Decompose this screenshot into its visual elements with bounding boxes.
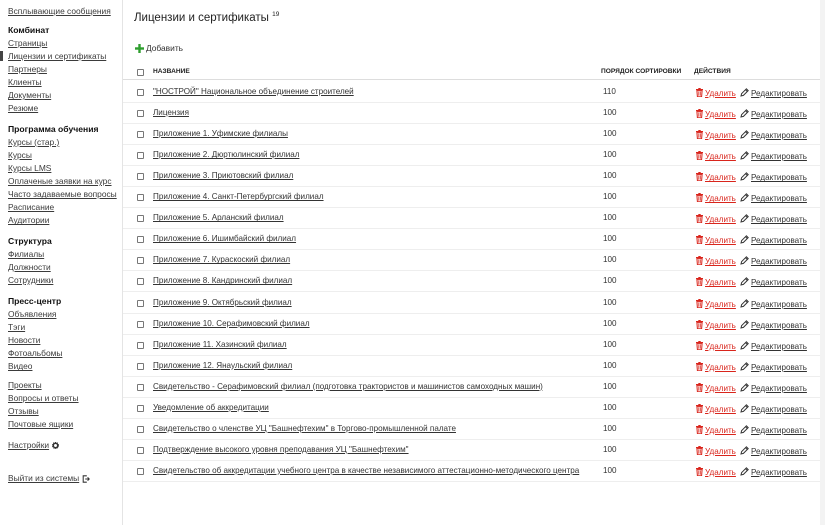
- pencil-icon: [740, 256, 749, 265]
- sidebar-item[interactable]: Объявления: [8, 309, 57, 319]
- table-row: [123, 145, 825, 166]
- edit-button[interactable]: [740, 425, 807, 435]
- sidebar-item[interactable]: Клиенты: [8, 77, 42, 88]
- row-checkbox[interactable]: [137, 405, 144, 412]
- delete-label: Удалить: [705, 215, 736, 225]
- row-sort-order: 100: [603, 150, 617, 160]
- row-name-link[interactable]: Приложение 12. Янаульский филиал: [153, 360, 293, 370]
- delete-button[interactable]: [696, 256, 736, 266]
- table-row: [123, 419, 825, 440]
- edit-label: Редактировать: [751, 299, 807, 309]
- pencil-icon: [740, 151, 749, 160]
- sidebar-item[interactable]: Тэги: [8, 322, 26, 333]
- row-name-link[interactable]: Приложение 6. Ишимбайский филиал: [153, 234, 297, 244]
- trash-icon: [696, 193, 703, 202]
- pencil-icon: [740, 383, 749, 392]
- delete-button[interactable]: [696, 320, 736, 330]
- delete-button[interactable]: [696, 172, 736, 182]
- row-name-link[interactable]: Приложение 8. Кандринский филиал: [153, 276, 293, 286]
- row-sort-order: 100: [603, 297, 617, 307]
- delete-label: Удалить: [705, 152, 736, 162]
- delete-button[interactable]: [696, 130, 736, 140]
- row-name-link[interactable]: "НОСТРОЙ" Национальное объединение строителей: [153, 87, 354, 96]
- pencil-icon: [740, 277, 749, 286]
- delete-button[interactable]: [696, 362, 736, 372]
- edit-label: Редактировать: [751, 215, 807, 225]
- delete-button[interactable]: [696, 235, 736, 245]
- edit-label: Редактировать: [751, 89, 807, 98]
- sidebar-group-title: Пресс-центр: [8, 296, 62, 306]
- plus-icon: [135, 44, 144, 53]
- sidebar-group-title: Структура: [8, 236, 52, 246]
- edit-button[interactable]: [740, 88, 807, 98]
- trash-icon: [696, 151, 703, 160]
- delete-label: Удалить: [705, 299, 736, 309]
- trash-icon: [696, 235, 703, 244]
- scrollbar[interactable]: [820, 0, 825, 525]
- delete-button[interactable]: [696, 467, 736, 477]
- sidebar-item[interactable]: Курсы LMS: [8, 163, 52, 174]
- delete-label: Удалить: [705, 131, 736, 141]
- edit-button[interactable]: [740, 341, 807, 351]
- edit-button[interactable]: [740, 467, 807, 477]
- pencil-icon: [740, 109, 749, 118]
- sidebar-item[interactable]: Новости: [8, 335, 41, 346]
- row-name-link[interactable]: Приложение 7. Кураскоский филиал: [153, 255, 291, 265]
- row-checkbox[interactable]: [137, 89, 144, 96]
- row-name-link[interactable]: Свидетельство об аккредитации учебного центра в качестве независимого аттестационно-методического центра: [153, 465, 580, 475]
- row-sort-order: 110: [603, 87, 616, 96]
- trash-icon: [696, 299, 703, 308]
- delete-label: Удалить: [705, 425, 736, 435]
- sidebar-item[interactable]: Резюме: [8, 103, 39, 114]
- add-button[interactable]: [135, 43, 183, 53]
- edit-label: Редактировать: [751, 152, 807, 162]
- delete-button[interactable]: [696, 341, 736, 351]
- edit-label: Редактировать: [751, 194, 807, 204]
- row-sort-order: 100: [603, 192, 617, 202]
- table-row: [123, 377, 825, 398]
- row-sort-order: 100: [603, 276, 617, 286]
- row-name-link[interactable]: Приложение 3. Приютовский филиал: [153, 171, 294, 181]
- delete-label: Удалить: [705, 362, 736, 372]
- logout-label: Выйти из системы: [8, 473, 80, 483]
- pencil-icon: [740, 235, 749, 244]
- row-sort-order: 100: [603, 129, 617, 139]
- pencil-icon: [740, 299, 749, 308]
- delete-label: Удалить: [705, 173, 736, 183]
- edit-button[interactable]: [740, 383, 807, 393]
- edit-label: Редактировать: [751, 341, 807, 351]
- delete-button[interactable]: [696, 299, 736, 309]
- table-row: [123, 208, 825, 229]
- trash-icon: [696, 320, 703, 329]
- settings-label: Настройки: [8, 440, 50, 450]
- edit-label: Редактировать: [751, 467, 807, 477]
- pencil-icon: [740, 404, 749, 413]
- delete-label: Удалить: [705, 110, 736, 120]
- row-name-link[interactable]: Подтверждение высокого уровня преподавания УЦ "Башнефтехим": [153, 444, 409, 454]
- edit-label: Редактировать: [751, 383, 807, 393]
- sidebar-item[interactable]: Оплаченые заявки на курс: [8, 176, 112, 187]
- edit-label: Редактировать: [751, 362, 807, 372]
- row-checkbox[interactable]: [137, 468, 144, 475]
- table-row: [123, 103, 825, 124]
- row-sort-order: 100: [603, 360, 617, 370]
- sidebar-item[interactable]: Вопросы и ответы: [8, 393, 79, 404]
- row-checkbox[interactable]: [137, 173, 144, 180]
- row-sort-order: 100: [603, 402, 617, 412]
- row-sort-order: 100: [603, 339, 617, 349]
- edit-button[interactable]: [740, 404, 807, 414]
- trash-icon: [696, 88, 703, 97]
- pencil-icon: [740, 425, 749, 434]
- delete-button[interactable]: [696, 151, 736, 161]
- trash-icon: [696, 446, 703, 455]
- row-name-link[interactable]: Приложение 2. Дюртюлинский филиал: [153, 150, 300, 160]
- pencil-icon: [740, 446, 749, 455]
- edit-button[interactable]: [740, 109, 807, 119]
- column-name-header: НАЗВАНИЕ: [153, 68, 190, 75]
- header-divider: [123, 79, 825, 80]
- settings-link[interactable]: [8, 440, 59, 450]
- table-row: [123, 314, 825, 335]
- trash-icon: [696, 256, 703, 265]
- sidebar-item[interactable]: Расписание: [8, 202, 55, 213]
- delete-label: Удалить: [705, 89, 736, 98]
- delete-button[interactable]: [696, 88, 736, 98]
- row-name-link[interactable]: Свидетельство о членстве УЦ "Башнефтехим" в Торгово-промышленной палате: [153, 423, 456, 433]
- table-row: [123, 356, 825, 377]
- trash-icon: [696, 214, 703, 223]
- row-checkbox[interactable]: [137, 321, 144, 328]
- sidebar-item[interactable]: Часто задаваемые вопросы: [8, 189, 117, 200]
- sidebar-item[interactable]: Отзывы: [8, 406, 39, 417]
- edit-label: Редактировать: [751, 110, 807, 120]
- row-checkbox[interactable]: [137, 131, 144, 138]
- row-checkbox[interactable]: [137, 384, 144, 391]
- edit-label: Редактировать: [751, 404, 807, 414]
- row-name-link[interactable]: Уведомление об аккредитации: [153, 402, 269, 412]
- trash-icon: [696, 277, 703, 286]
- trash-icon: [696, 404, 703, 413]
- row-sort-order: 100: [603, 444, 617, 454]
- row-checkbox[interactable]: [137, 447, 144, 454]
- row-sort-order: 100: [603, 234, 617, 244]
- row-checkbox[interactable]: [137, 342, 144, 349]
- table-header: [123, 66, 825, 79]
- table-row: [123, 229, 825, 250]
- pencil-icon: [740, 172, 749, 181]
- row-name-link[interactable]: Приложение 11. Хазинский филиал: [153, 339, 287, 349]
- edit-button[interactable]: [740, 130, 807, 140]
- edit-button[interactable]: [740, 320, 807, 330]
- row-name-link[interactable]: Приложение 10. Серафимовский филиал: [153, 318, 310, 328]
- gear-icon: [52, 442, 59, 449]
- row-checkbox[interactable]: [137, 278, 144, 285]
- main-content: [123, 0, 825, 525]
- delete-label: Удалить: [705, 320, 736, 330]
- trash-icon: [696, 130, 703, 139]
- add-button-label: Добавить: [146, 43, 184, 53]
- delete-button[interactable]: [696, 214, 736, 224]
- row-sort-order: 100: [603, 171, 617, 181]
- delete-button[interactable]: [696, 446, 736, 456]
- trash-icon: [696, 172, 703, 181]
- column-actions-header: ДЕЙСТВИЯ: [694, 68, 731, 75]
- delete-button[interactable]: [696, 193, 736, 203]
- row-name-link[interactable]: Лицензия: [153, 108, 189, 118]
- sidebar-item[interactable]: Страницы: [8, 38, 48, 48]
- sidebar-item[interactable]: Лицензии и сертификаты: [8, 51, 107, 62]
- delete-label: Удалить: [705, 446, 736, 456]
- edit-label: Редактировать: [751, 257, 807, 267]
- edit-button[interactable]: [740, 214, 807, 224]
- row-checkbox[interactable]: [137, 426, 144, 433]
- sidebar-item[interactable]: Филиалы: [8, 249, 45, 259]
- edit-button[interactable]: [740, 151, 807, 161]
- sidebar-item[interactable]: Видео: [8, 361, 33, 372]
- delete-label: Удалить: [705, 257, 736, 267]
- sidebar: [0, 0, 122, 525]
- row-name-link[interactable]: Приложение 4. Санкт-Петербургский филиал: [153, 192, 324, 202]
- table-row: [123, 82, 825, 103]
- row-name-link[interactable]: Приложение 1. Уфимские филиалы: [153, 129, 288, 139]
- edit-button[interactable]: [740, 299, 807, 309]
- edit-label: Редактировать: [751, 425, 807, 435]
- page-title: Лицензии и сертификаты $^{19}$: [134, 11, 280, 24]
- delete-button[interactable]: [696, 404, 736, 414]
- edit-button[interactable]: [740, 235, 807, 245]
- select-all-checkbox[interactable]: [137, 69, 144, 76]
- trash-icon: [696, 425, 703, 434]
- pencil-icon: [740, 467, 749, 476]
- table-row: [123, 271, 825, 292]
- edit-label: Редактировать: [751, 278, 807, 288]
- edit-button[interactable]: [740, 362, 807, 372]
- delete-label: Удалить: [705, 341, 736, 351]
- table-row: [123, 440, 825, 461]
- sidebar-item[interactable]: Аудитории: [8, 215, 50, 226]
- column-sort-header: ПОРЯДОК СОРТИРОВКИ: [601, 68, 682, 75]
- pencil-icon: [740, 341, 749, 350]
- sidebar-item[interactable]: Курсы: [8, 150, 32, 161]
- row-sort-order: 100: [603, 465, 617, 475]
- row-checkbox[interactable]: [137, 300, 144, 307]
- table-row: [123, 250, 825, 271]
- trash-icon: [696, 383, 703, 392]
- sidebar-item[interactable]: Почтовые ящики: [8, 419, 74, 430]
- table-row: [123, 461, 825, 482]
- trash-icon: [696, 362, 703, 371]
- sidebar-link-popup-messages[interactable]: Всплывающие сообщения: [8, 6, 111, 16]
- delete-button[interactable]: [696, 425, 736, 435]
- row-checkbox[interactable]: [137, 257, 144, 264]
- edit-label: Редактировать: [751, 446, 807, 456]
- sidebar-item[interactable]: Должности: [8, 262, 51, 273]
- sidebar-group-title: Программа обучения: [8, 124, 99, 134]
- row-divider: [123, 481, 825, 482]
- pencil-icon: [740, 193, 749, 202]
- delete-label: Удалить: [705, 194, 736, 204]
- delete-label: Удалить: [705, 383, 736, 393]
- edit-button[interactable]: [740, 193, 807, 203]
- delete-label: Удалить: [705, 404, 736, 414]
- sidebar-item[interactable]: Проекты: [8, 380, 42, 390]
- table-row: [123, 293, 825, 314]
- row-sort-order: 100: [603, 423, 617, 433]
- table-row: [123, 187, 825, 208]
- row-sort-order: 100: [603, 318, 617, 328]
- sidebar-item[interactable]: Фотоальбомы: [8, 348, 63, 359]
- item-count: 19: [272, 11, 280, 18]
- row-checkbox[interactable]: [137, 152, 144, 159]
- table-row: [123, 398, 825, 419]
- active-item-marker: [0, 51, 3, 61]
- row-checkbox[interactable]: [137, 194, 144, 201]
- edit-label: Редактировать: [751, 131, 807, 141]
- delete-button[interactable]: [696, 109, 736, 119]
- edit-button[interactable]: [740, 277, 807, 287]
- sidebar-item[interactable]: Курсы (стар.): [8, 137, 60, 147]
- row-sort-order: 100: [603, 255, 617, 265]
- table-row: [123, 335, 825, 356]
- sidebar-group-title: Комбинат: [8, 25, 50, 35]
- logout-link[interactable]: [8, 473, 90, 483]
- row-sort-order: 100: [603, 213, 617, 223]
- pencil-icon: [740, 320, 749, 329]
- delete-label: Удалить: [705, 236, 736, 246]
- edit-button[interactable]: [740, 256, 807, 266]
- pencil-icon: [740, 88, 749, 97]
- table-row: [123, 166, 825, 187]
- trash-icon: [696, 467, 703, 476]
- pencil-icon: [740, 214, 749, 223]
- row-sort-order: 100: [603, 108, 617, 118]
- row-name-link[interactable]: Свидетельство - Серафимовский филиал (подготовка трактористов и машинистов самоходных машин): [153, 381, 543, 391]
- delete-label: Удалить: [705, 467, 736, 477]
- row-checkbox[interactable]: [137, 215, 144, 222]
- row-checkbox[interactable]: [137, 110, 144, 117]
- edit-button[interactable]: [740, 446, 807, 456]
- row-checkbox[interactable]: [137, 236, 144, 243]
- edit-button[interactable]: [740, 172, 807, 182]
- row-name-link[interactable]: Приложение 9. Октябрьский филиал: [153, 297, 292, 307]
- edit-label: Редактировать: [751, 236, 807, 246]
- edit-label: Редактировать: [751, 320, 807, 330]
- sidebar-item[interactable]: Документы: [8, 90, 52, 101]
- row-name-link[interactable]: Приложение 5. Арланский филиал: [153, 213, 284, 223]
- row-sort-order: 100: [603, 381, 617, 391]
- sidebar-item[interactable]: Сотрудники: [8, 275, 54, 286]
- sidebar-item[interactable]: Партнеры: [8, 64, 47, 75]
- delete-button[interactable]: [696, 277, 736, 287]
- row-checkbox[interactable]: [137, 363, 144, 370]
- edit-label: Редактировать: [751, 173, 807, 183]
- delete-button[interactable]: [696, 383, 736, 393]
- trash-icon: [696, 341, 703, 350]
- trash-icon: [696, 109, 703, 118]
- pencil-icon: [740, 362, 749, 371]
- logout-icon: [82, 475, 90, 483]
- delete-label: Удалить: [705, 278, 736, 288]
- table-row: [123, 124, 825, 145]
- pencil-icon: [740, 130, 749, 139]
